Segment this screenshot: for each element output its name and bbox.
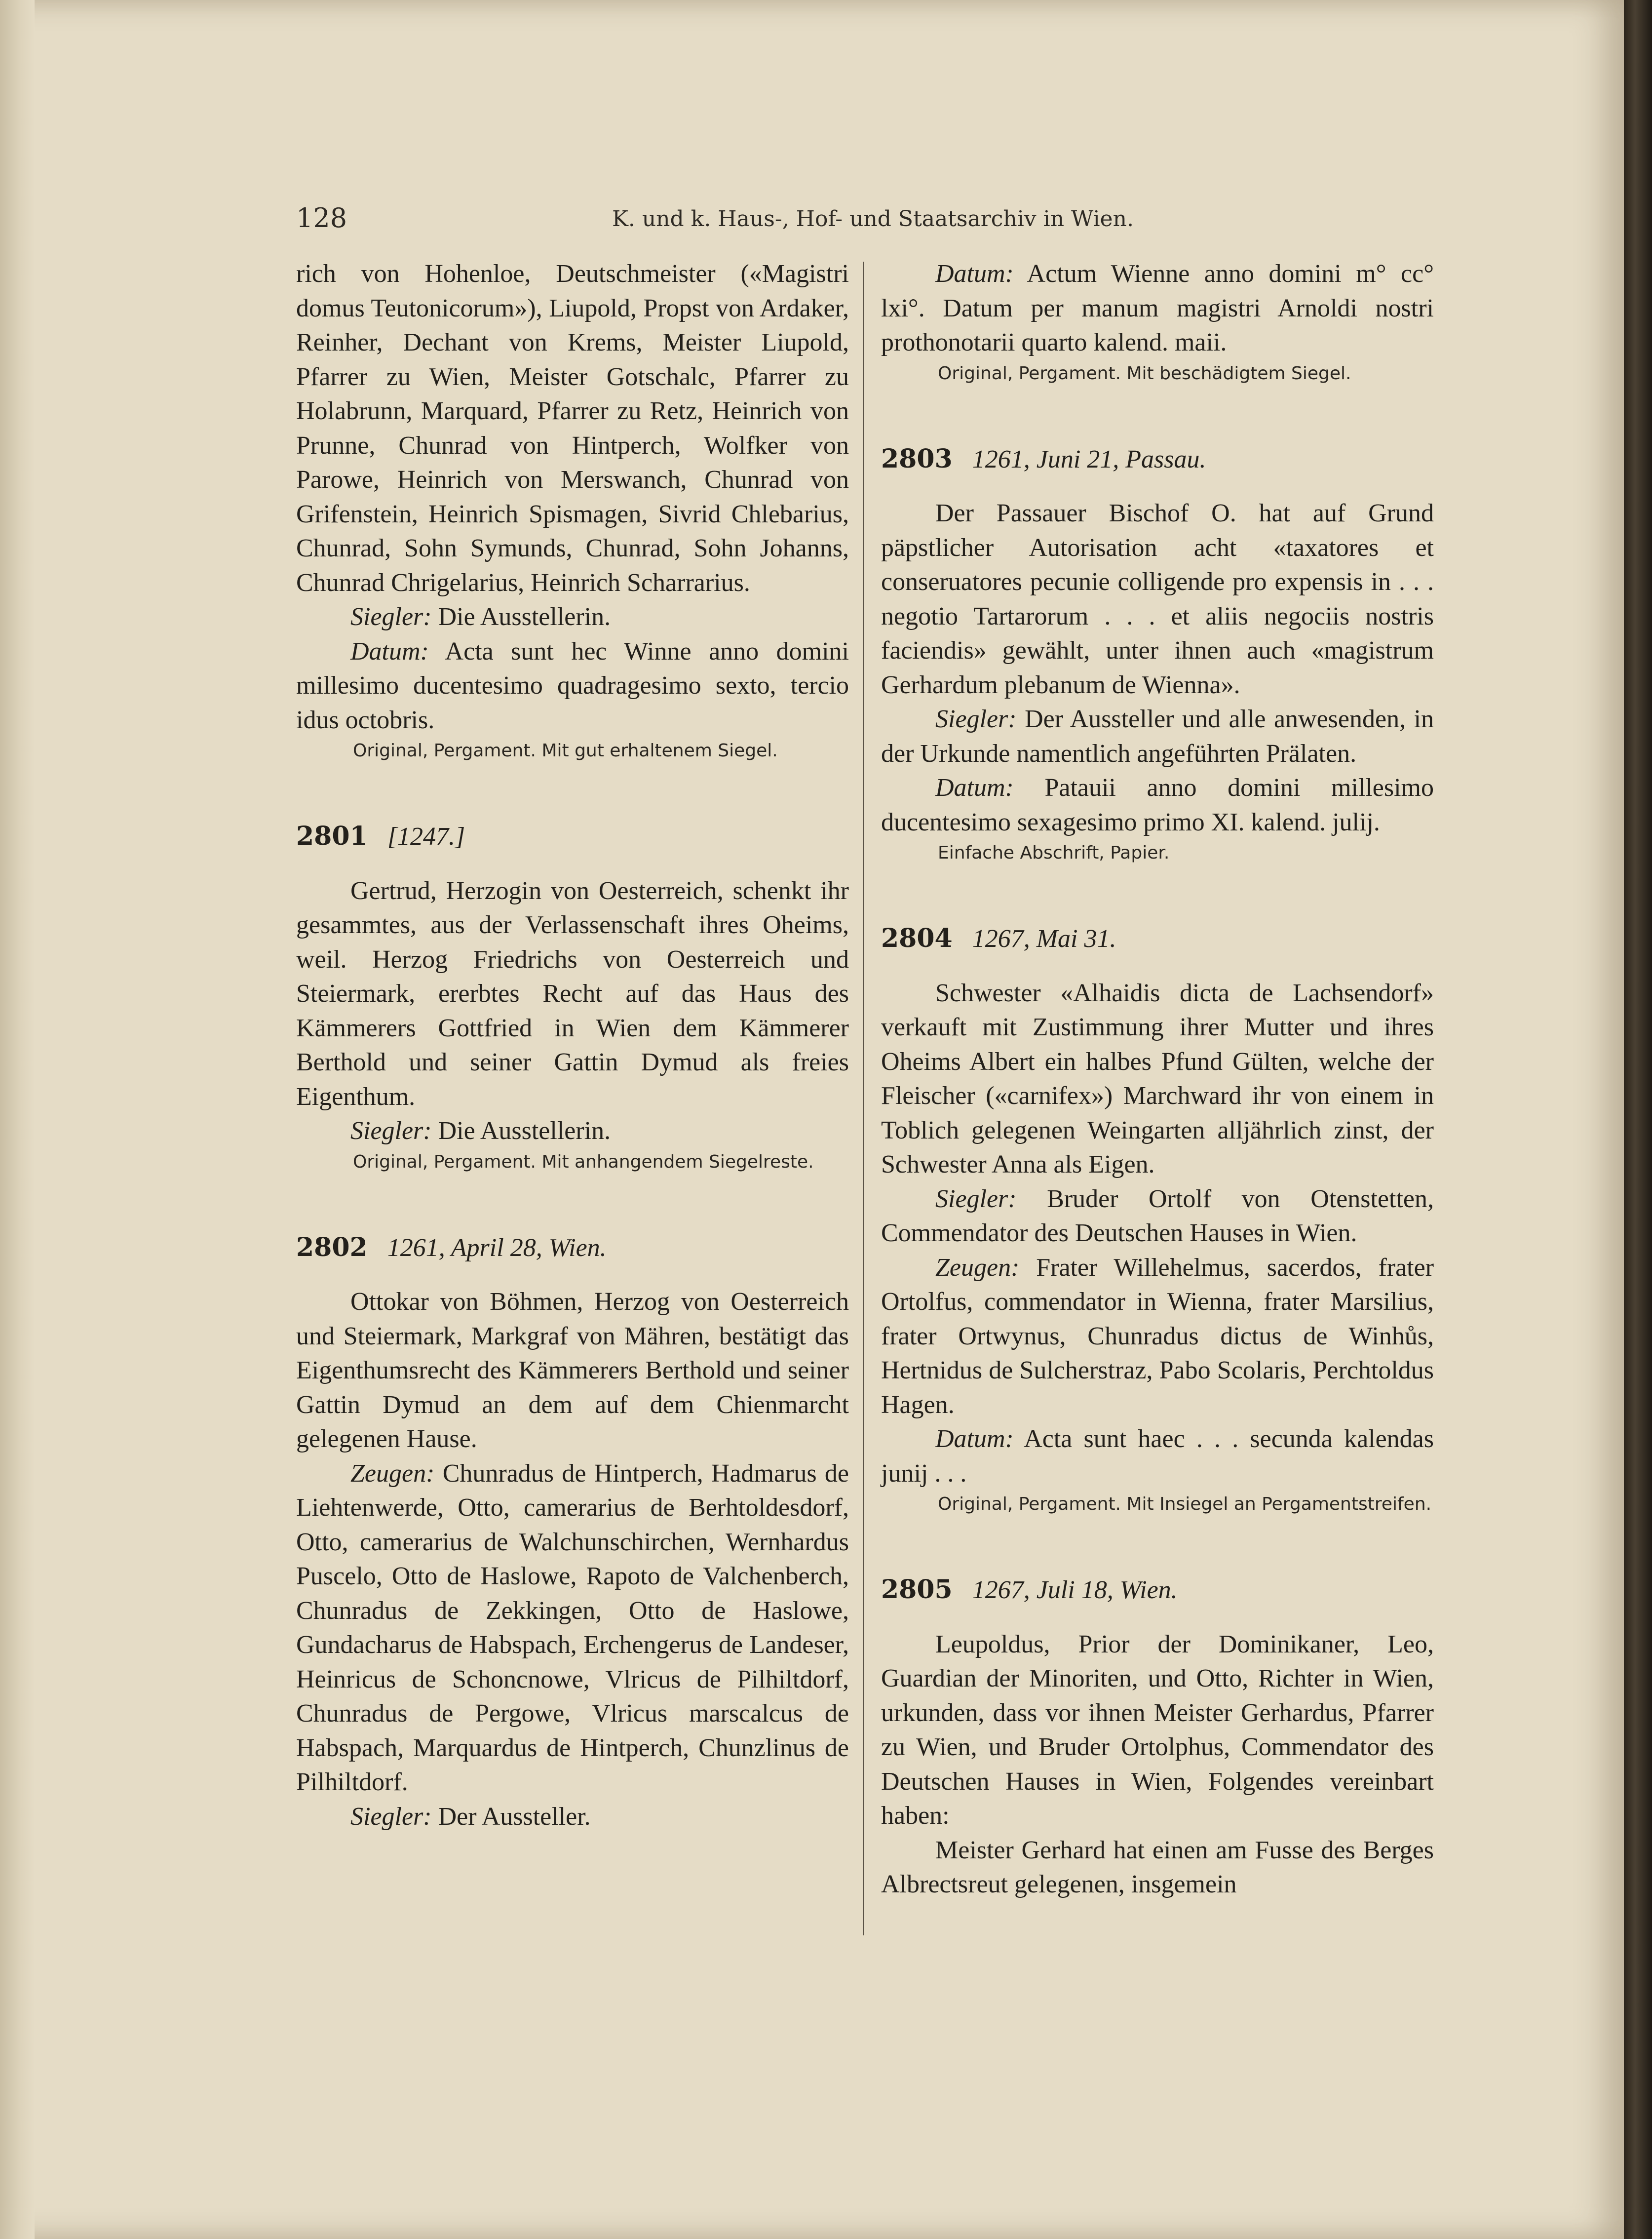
entry-date: 1261, Juni 21, Passau. xyxy=(972,445,1206,473)
entry-2803-note: Einfache Abschrift, Papier. xyxy=(938,843,1170,863)
datum-text: Actum Wienne anno domini m° cc° lxi°. Datum per manum magistri Arnoldi nostri prothonotarii quarto kalend. maii. xyxy=(881,260,1434,356)
datum-text: Acta sunt hec Winne anno domini millesimo ducentesimo quadragesimo sexto, tercio idus octobris. xyxy=(296,637,849,734)
entry-2804-heading xyxy=(881,921,1434,956)
entry-2805-text-2: Meister Gerhard hat einen am Fusse des Berges Albrectsreut gelegenen, insgemein xyxy=(881,1836,1434,1898)
entry-number: 2805 xyxy=(881,1574,953,1605)
entry-2803-heading xyxy=(881,442,1434,477)
siegler-text: Der Aussteller und alle anwesenden, in der Urkunde namentlich angeführten Prälaten. xyxy=(881,705,1434,768)
siegler-label: Siegler: xyxy=(935,705,1017,733)
entry-number: 2804 xyxy=(881,923,953,953)
entry-2804-text: Schwester «Alhaidis dicta de Lachsendorf» verkauft mit Zustimmung ihrer Mutter und ihres Oheims Albert ein halbes Pfund Gülten, welche der Fleischer («carnifex») Marchward ihr von einem in Toblich gelegenen Weingarten alljährlich zinst, der Schwester Anna als Eigen. xyxy=(881,979,1434,1178)
datum-label: Datum: xyxy=(935,1425,1014,1453)
zeugen-label: Zeugen: xyxy=(350,1459,435,1488)
continuation-note: Original, Pergament. Mit gut erhaltenem Siegel. xyxy=(353,741,778,761)
entry-2803-text: Der Passauer Bischof O. hat auf Grund päpstlicher Autorisation acht «taxatores et conseruatores pecunie colligende pro expensis in . . . negotio Tartarorum . . . et aliis negociis nostris faciendis» gewählt, unter ihnen auch «magistrum Gerhardum plebanum de Wienna». xyxy=(881,499,1434,699)
siegler-label: Siegler: xyxy=(350,1802,432,1831)
datum-text: Patauii anno domini millesimo ducentesimo sexagesimo primo XI. kalend. julij. xyxy=(881,774,1434,836)
continuation-siegler xyxy=(296,600,849,634)
datum-label: Datum: xyxy=(935,260,1014,288)
entry-date: 1267, Mai 31. xyxy=(972,925,1116,953)
running-header xyxy=(296,202,1629,242)
continuation-datum xyxy=(296,634,849,738)
siegler-text: Der Aussteller. xyxy=(438,1802,591,1831)
entry-2802-zeugen xyxy=(296,1456,849,1800)
siegler-text: Bruder Ortolf von Otenstetten, Commendator des Deutschen Hauses in Wien. xyxy=(881,1184,1434,1247)
right-column xyxy=(881,257,1434,1902)
siegler-label: Siegler: xyxy=(350,1117,432,1145)
entry-2802-heading xyxy=(296,1230,849,1265)
entry-date: 1267, Juli 18, Wien. xyxy=(972,1576,1178,1604)
left-column xyxy=(296,257,849,1834)
siegler-text: Die Ausstellerin. xyxy=(438,603,611,631)
continuation-text: rich von Hohenloe, Deutschmeister («Magistri domus Teutonicorum»), Liupold, Propst von Ardaker, Reinher, Dechant von Krems, Meister Liupold, Pfarrer zu Wien, Meister Gotschalc, Pfarrer zu Holabrunn, Marquard, Pfarrer zu Retz, Heinrich von Prunne, Chunrad von Hintperch, Wolfker von Parowe, Heinrich von Merswanch, Chunrad von Grifenstein, Heinrich Spismagen, Sivrid Chlebarius, Chunrad, Sohn Symunds, Chunrad, Sohn Johanns, Chunrad Chrigelarius, Heinrich Scharrarius. xyxy=(296,260,849,597)
entry-2804-note: Original, Pergament. Mit Insiegel an Pergamentstreifen. xyxy=(938,1494,1432,1514)
entry-2801-text: Gertrud, Herzogin von Oesterreich, schenkt ihr gesammtes, aus der Verlassenschaft ihres Oheims, weil. Herzog Friedrichs von Oesterreich und Steiermark, ererbtes Recht auf das Haus des Kämmerers Gottfried in Wien dem Kämmerer Berthold und seiner Gattin Dymud als freies Eigenthum. xyxy=(296,876,849,1111)
entry-number: 2803 xyxy=(881,443,953,474)
column-divider xyxy=(863,262,864,1935)
entry-2801-heading xyxy=(296,819,849,854)
entry-2803-datum xyxy=(881,771,1434,839)
zeugen-text: Frater Willehelmus, sacerdos, frater Ortolfus, commendator in Wienna, frater Marsilius, frater Ortwynus, Chunradus dictus de Winhůs, Hertnidus de Sulcherstraz, Pabo Scolaris, Perchtoldus Hagen. xyxy=(881,1253,1434,1419)
entry-number: 2801 xyxy=(296,821,368,851)
siegler-text: Die Ausstellerin. xyxy=(438,1117,611,1145)
entry-2805-text: Leupoldus, Prior der Dominikaner, Leo, Guardian der Minoriten, und Otto, Richter in Wien, urkunden, dass vor ihnen Meister Gerhardus, Pfarrer zu Wien, und Bruder Ortolphus, Commendator des Deutschen Hauses in Wien, Folgendes vereinbart haben: xyxy=(881,1630,1434,1830)
entry-2802-note: Original, Pergament. Mit beschädigtem Siegel. xyxy=(938,363,1351,384)
entry-2802-siegler xyxy=(296,1800,849,1834)
entry-date: 1261, April 28, Wien. xyxy=(387,1233,607,1262)
entry-2802-text: Ottokar von Böhmen, Herzog von Oesterreich und Steiermark, Markgraf von Mähren, bestätigt das Eigenthumsrecht des Kämmerers Berthold und seiner Gattin Dymud an dem auf dem Chienmarcht gelegenen Hause. xyxy=(296,1288,849,1453)
entry-number: 2802 xyxy=(296,1232,368,1262)
entry-2801-siegler xyxy=(296,1114,849,1148)
entry-2801-note: Original, Pergament. Mit anhangendem Siegelreste. xyxy=(353,1151,814,1172)
entry-2804-datum xyxy=(881,1422,1434,1491)
page-number: 128 xyxy=(296,202,347,234)
datum-label: Datum: xyxy=(935,774,1014,802)
entry-2805-heading xyxy=(881,1572,1434,1608)
datum-label: Datum: xyxy=(350,637,429,666)
entry-2802-datum xyxy=(881,257,1434,360)
entry-2803-siegler xyxy=(881,702,1434,771)
siegler-label: Siegler: xyxy=(935,1184,1017,1213)
siegler-label: Siegler: xyxy=(350,603,432,631)
running-title: K. und k. Haus-, Hof- und Staatsarchiv in Wien. xyxy=(612,206,1134,232)
zeugen-text: Chunradus de Hintperch, Hadmarus de Liehtenwerde, Otto, camerarius de Berhtoldesdorf, Otto, camerarius de Walchunschirchen, Wernhardus Puscelo, Otto de Haslowe, Rapoto de Valchenberch, Chunradus de Zekkingen, Otto de Haslowe, Gundacharus de Habspach, Erchengerus de Landeser, Heinricus de Schoncnowe, Vlricus de Pilhiltdorf, Chunradus de Pergowe, Vlricus marscalcus de Habspach, Marquardus de Hintperch, Chunzlinus de Pilhiltdorf. xyxy=(296,1459,849,1796)
entry-2804-siegler xyxy=(881,1182,1434,1251)
zeugen-label: Zeugen: xyxy=(935,1253,1020,1282)
entry-2804-zeugen xyxy=(881,1251,1434,1422)
book-edge xyxy=(1624,0,1652,2239)
entry-date: [1247.] xyxy=(387,823,465,851)
page-spine-shadow xyxy=(0,0,35,2239)
datum-text: Acta sunt haec . . . secunda kalendas junij . . . xyxy=(881,1425,1434,1488)
